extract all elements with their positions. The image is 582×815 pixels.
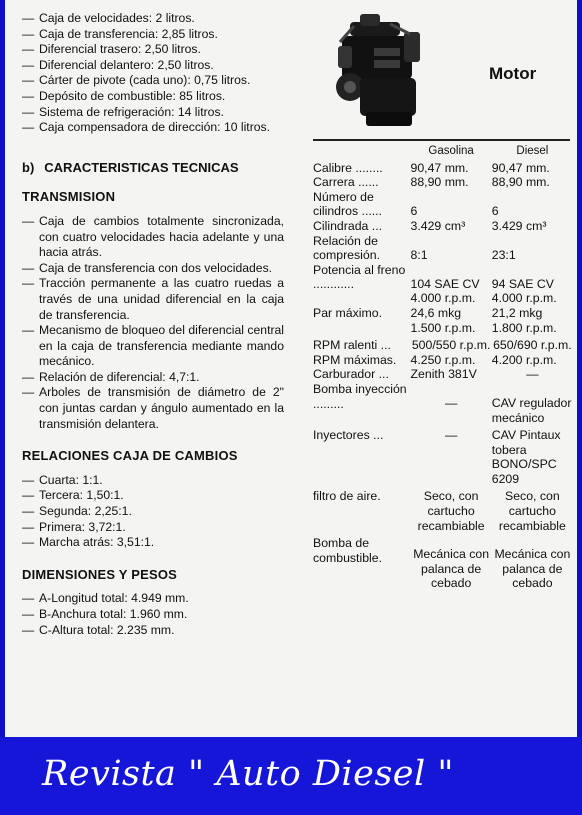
gasolina-value: 6 bbox=[410, 204, 418, 219]
left-column bbox=[22, 11, 284, 638]
blue-frame-left bbox=[0, 0, 5, 737]
list-item: — Marcha atrás: 3,51:1. bbox=[22, 535, 284, 551]
table-row bbox=[313, 219, 573, 234]
gasolina-value: 500/550 r.p.m. bbox=[411, 338, 491, 353]
table-row bbox=[313, 234, 573, 263]
table-row bbox=[313, 486, 573, 533]
dimensiones-heading: DIMENSIONES Y PESOS bbox=[22, 566, 178, 582]
dimensiones-list bbox=[22, 591, 284, 638]
row-label: filtro de aire. bbox=[313, 489, 381, 504]
diesel-value: 4.200 r.p.m. bbox=[491, 352, 557, 367]
row-label: Bomba de combustible. bbox=[313, 536, 383, 565]
gasolina-value: 4.250 r.p.m. bbox=[410, 352, 476, 367]
diesel-value: Seco, con cartucho recambiable bbox=[498, 489, 566, 533]
table-row bbox=[313, 306, 573, 335]
gasolina-value: 104 SAE CV 4.000 r.p.m. bbox=[410, 276, 480, 306]
list-item: — B-Anchura total: 1.960 mm. bbox=[22, 607, 284, 623]
diesel-value: Mecánica con palanca de cebado bbox=[494, 547, 571, 591]
row-label: RPM ralenti ... bbox=[313, 338, 391, 353]
gasolina-value: Seco, con cartucho recambiable bbox=[417, 489, 485, 533]
gasolina-value: Mecánica con palanca de cebado bbox=[413, 547, 490, 591]
list-item: — Mecanismo de bloqueo del diferencial central en la caja de transferencia mediante mando mecánico. bbox=[22, 323, 284, 370]
table-row bbox=[313, 175, 573, 190]
section-b-title: CARACTERISTICAS TECNICAS bbox=[44, 159, 239, 175]
column-header-gasolina: Gasolina bbox=[428, 145, 474, 157]
list-item: — Diferencial trasero: 2,50 litros. bbox=[22, 42, 284, 58]
table-row bbox=[313, 263, 573, 306]
table-row bbox=[313, 425, 573, 486]
row-label: Par máximo. bbox=[313, 305, 383, 320]
list-item: — Arboles de transmisión de diámetro de 2" con juntas cardan y ángulo aumentado en la transmisión delantera. bbox=[22, 385, 284, 432]
list-item: — Sistema de refrigeración: 14 litros. bbox=[22, 105, 284, 121]
table-row bbox=[313, 382, 573, 425]
blue-frame-right bbox=[577, 0, 582, 737]
diesel-value: 21,2 mkg 1.800 r.p.m. bbox=[491, 305, 557, 335]
list-item: — Caja compensadora de dirección: 10 litros. bbox=[22, 120, 284, 136]
diesel-value: 90,47 mm. bbox=[491, 160, 550, 175]
gasolina-value: 3.429 cm³ bbox=[410, 218, 466, 233]
row-label: Carrera ...... bbox=[313, 175, 379, 190]
diesel-value: CAV Pintaux tobera BONO/SPC 6209 bbox=[491, 428, 561, 486]
table-row bbox=[313, 190, 573, 219]
row-label: Carburador ... bbox=[313, 367, 389, 382]
list-item: — C-Altura total: 2.235 mm. bbox=[22, 623, 284, 639]
row-label: Número de cilindros ...... bbox=[313, 189, 383, 219]
divider bbox=[313, 139, 570, 141]
list-item: — Cuarta: 1:1. bbox=[22, 473, 284, 489]
fluid-capacity-list bbox=[22, 11, 284, 136]
table-row bbox=[313, 353, 573, 368]
column-header-diesel: Diesel bbox=[516, 145, 549, 157]
transmision-heading: TRANSMISION bbox=[22, 189, 116, 205]
list-item: — Caja de cambios totalmente sincronizada, con cuatro velocidades hacia adelante y una hacia atrás. bbox=[22, 214, 284, 261]
diesel-value: 94 SAE CV 4.000 r.p.m. bbox=[491, 276, 557, 306]
diesel-value: 3.429 cm³ bbox=[491, 218, 547, 233]
list-item: — Depósito de combustible: 85 litros. bbox=[22, 89, 284, 105]
diesel-value: 6 bbox=[491, 204, 499, 219]
gasolina-value: 24,6 mkg 1.500 r.p.m. bbox=[410, 305, 476, 335]
relaciones-heading: RELACIONES CAJA DE CAMBIOS bbox=[22, 448, 238, 464]
gasolina-value: Zenith 381V bbox=[410, 367, 477, 382]
row-label: RPM máximas. bbox=[313, 352, 397, 367]
engine-illustration bbox=[330, 12, 426, 130]
table-row bbox=[313, 335, 573, 353]
list-item: — Relación de diferencial: 4,7:1. bbox=[22, 370, 284, 386]
list-item: — Caja de velocidades: 2 litros. bbox=[22, 11, 284, 27]
diesel-value: CAV regulador mecánico bbox=[491, 395, 572, 425]
relaciones-list bbox=[22, 473, 284, 551]
section-b-heading bbox=[22, 160, 284, 176]
gasolina-value: 8:1 bbox=[410, 248, 428, 263]
row-label: Calibre ........ bbox=[313, 160, 383, 175]
list-item: — Tercera: 1,50:1. bbox=[22, 488, 284, 504]
list-item: — Caja de transferencia: 2,85 litros. bbox=[22, 27, 284, 43]
gasolina-value: — bbox=[444, 428, 458, 443]
gasolina-value: 88,90 mm. bbox=[410, 175, 469, 190]
gasolina-value: — bbox=[444, 395, 458, 410]
diesel-value: 88,90 mm. bbox=[491, 175, 550, 190]
list-item: — Caja de transferencia con dos velocidades. bbox=[22, 261, 284, 277]
gasolina-value: 90,47 mm. bbox=[410, 160, 469, 175]
list-item: — Segunda: 2,25:1. bbox=[22, 504, 284, 520]
table-header-row bbox=[313, 144, 573, 161]
banner-title: Revista " Auto Diesel " bbox=[42, 754, 454, 794]
section-b-label: b) bbox=[22, 159, 35, 175]
list-item: — Cárter de pivote (cada uno): 0,75 litros. bbox=[22, 73, 284, 89]
row-label: Cilindrada ... bbox=[313, 218, 383, 233]
list-item: — Tracción permanente a las cuatro ruedas a través de una unidad diferencial en la caja de transferencia. bbox=[22, 276, 284, 323]
diesel-value: — bbox=[526, 367, 539, 382]
row-label: Potencia al freno ............ bbox=[313, 262, 406, 292]
table-row bbox=[313, 367, 573, 382]
row-label: Relación de compresión. bbox=[313, 233, 380, 263]
motor-title: Motor bbox=[489, 64, 537, 83]
list-item: — Diferencial delantero: 2,50 litros. bbox=[22, 58, 284, 74]
table-row bbox=[313, 533, 573, 591]
table-row bbox=[313, 161, 573, 176]
diesel-value: 23:1 bbox=[491, 248, 516, 263]
row-label: Inyectores ... bbox=[313, 428, 384, 443]
row-label: Bomba inyección ......... bbox=[313, 381, 407, 411]
transmision-list bbox=[22, 214, 284, 432]
diesel-value: 650/690 r.p.m. bbox=[493, 338, 572, 353]
list-item: — A-Longitud total: 4.949 mm. bbox=[22, 591, 284, 607]
list-item: — Primera: 3,72:1. bbox=[22, 520, 284, 536]
motor-spec-table bbox=[313, 144, 573, 591]
